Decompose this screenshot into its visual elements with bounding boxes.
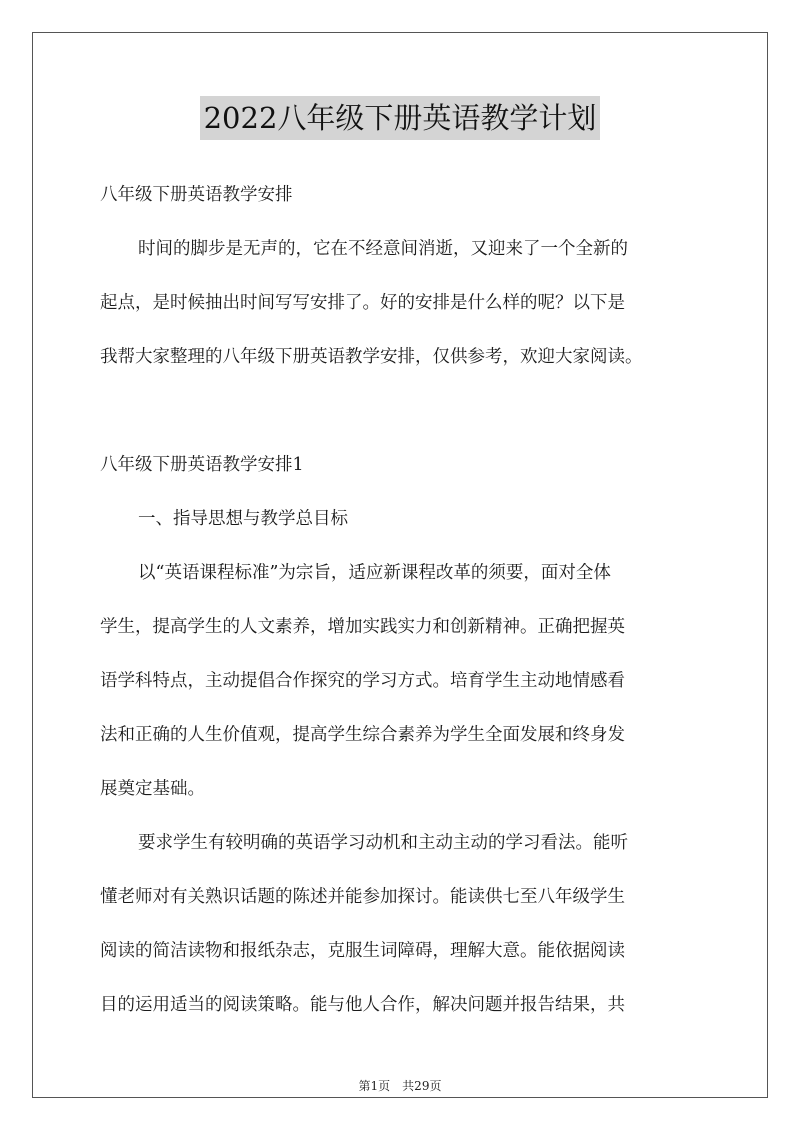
paragraph-line: 懂老师对有关熟识话题的陈述并能参加探讨。能读供七至八年级学生: [100, 887, 625, 907]
paragraph-line: 时间的脚步是无声的，它在不经意间消逝，又迎来了一个全新的: [138, 239, 628, 259]
document-title: 2022八年级下册英语教学计划: [200, 96, 601, 140]
paragraph-line: 展奠定基础。: [100, 779, 205, 799]
title-area: [0, 96, 800, 140]
page-number: 第1页 共29页: [358, 1079, 442, 1093]
section-heading: 八年级下册英语教学安排: [100, 185, 293, 205]
section-heading: 八年级下册英语教学安排1: [100, 455, 304, 475]
subsection-heading: 一、指导思想与教学总目标: [138, 509, 348, 529]
blank-line: [100, 384, 718, 438]
document-body: [100, 168, 718, 1032]
paragraph-line: 要求学生有较明确的英语学习动机和主动主动的学习看法。能听: [138, 833, 628, 853]
paragraph-line: 我帮大家整理的八年级下册英语教学安排，仅供参考，欢迎大家阅读。: [100, 347, 643, 367]
paragraph-line: 以“英语课程标准”为宗旨，适应新课程改革的须要，面对全体: [138, 563, 611, 583]
paragraph-line: 目的运用适当的阅读策略。能与他人合作，解决问题并报告结果，共: [100, 995, 625, 1015]
page-footer: [0, 1078, 800, 1094]
paragraph-line: 学生，提高学生的人文素养，增加实践实力和创新精神。正确把握英: [100, 617, 625, 637]
paragraph-line: 阅读的简洁读物和报纸杂志，克服生词障碍，理解大意。能依据阅读: [100, 941, 625, 961]
paragraph-line: 语学科特点，主动提倡合作探究的学习方式。培育学生主动地情感看: [100, 671, 625, 691]
paragraph-line: 法和正确的人生价值观，提高学生综合素养为学生全面发展和终身发: [100, 725, 625, 745]
paragraph-line: 起点，是时候抽出时间写写安排了。好的安排是什么样的呢？以下是: [100, 293, 625, 313]
